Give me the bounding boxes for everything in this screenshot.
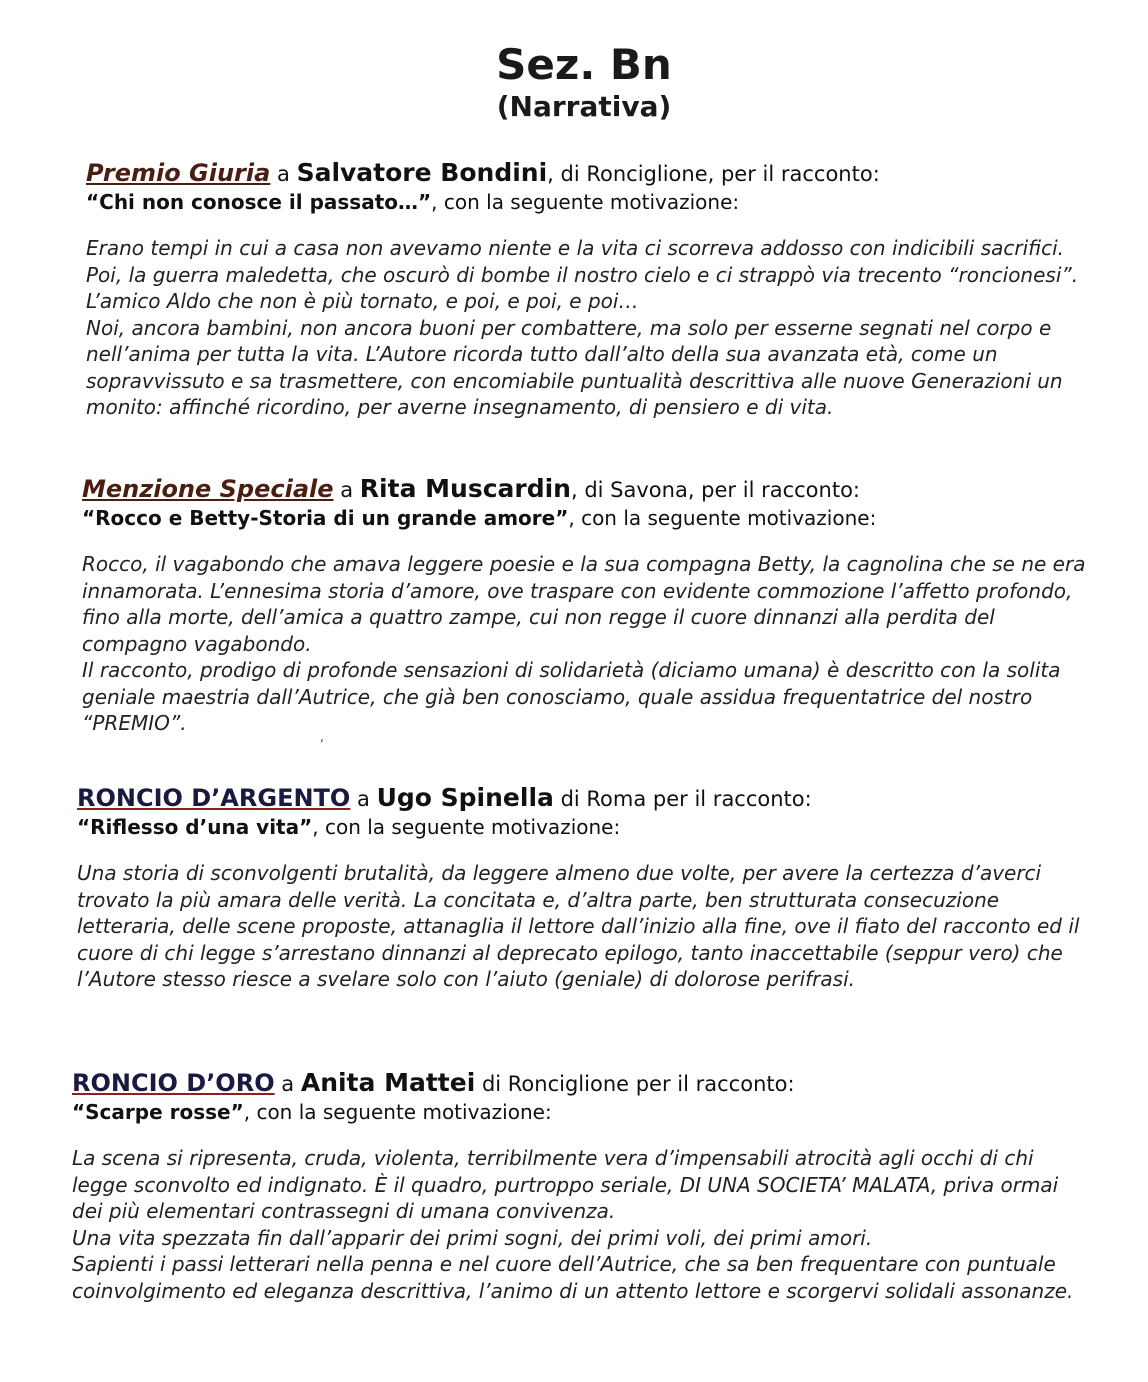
- award-connector: a: [357, 787, 370, 811]
- motivation-paragraph: Rocco, il vagabondo che amava leggere poesie e la sua compagna Betty, la cagnolina che se ne era innamorata. L’ennesima storia d’amore, ove traspare con evidente commozione l’affetto profondo, fino alla morte, dell’amica a quattro zampe, cui non regge il cuore dinnanzi alla perdita del compagno vagabondo.: [82, 552, 1086, 656]
- award-section-menzione-speciale: [82, 474, 1092, 737]
- motivation-paragraph: Noi, ancora bambini, non ancora buoni per combattere, ma solo per esserne segnati nel corpo e nell’anima per tutta la vita. L’Autore ricorda tutto dall’alto della sua avanzata età, come un sopravvissuto e sa trasmettere, con encomiabile puntualità descrittiva alle nuove Generazioni un monito: affinché ricordino, per averne insegnamento, di pensiero e di vita.: [86, 315, 1063, 419]
- section-title: Sez. Bn: [496, 40, 672, 89]
- award-heading: [77, 783, 1087, 814]
- work-suffix: , con la seguente motivazione:: [568, 506, 877, 530]
- work-suffix: , con la seguente motivazione:: [243, 1100, 552, 1124]
- award-name: Menzione Speciale: [82, 475, 334, 503]
- work-suffix: , con la seguente motivazione:: [312, 815, 621, 839]
- winner-name: Rita Muscardin: [359, 474, 571, 503]
- motivation-paragraph: Erano tempi in cui a casa non avevamo niente e la vita ci scorreva addosso con indicibili sacrifici. Poi, la guerra maledetta, che oscurò di bombe il nostro cielo e ci strappò via trecento “roncionesi”. L’amico Aldo che non è più tornato, e poi, e poi, e poi…: [86, 236, 1079, 313]
- award-heading: [72, 1068, 1082, 1099]
- motivation-paragraph: Una vita spezzata fin dall’apparir dei primi sogni, dei primi voli, dei primi amori.: [72, 1225, 873, 1250]
- work-line: [77, 814, 1087, 840]
- winner-details: di Roma per il racconto:: [553, 787, 812, 811]
- award-section-premio-giuria: [86, 158, 1096, 421]
- motivation-paragraph: Sapienti i passi letterari nella penna e nel cuore dell’Autrice, che sa ben frequentare con puntuale coinvolgimento ed eleganza descrittiva, l’animo di un attento lettore e scorgervi solidali assonanze.: [72, 1252, 1074, 1303]
- motivation-paragraph: La scena si ripresenta, cruda, violenta, terribilmente vera d’impensabili atrocità agli occhi di chi legge sconvolto ed indignato. È il quadro, purtroppo seriale, DI UNA SOCIETA’ MALATA, priva ormai dei più elementari contrassegni di umana convivenza.: [72, 1146, 1059, 1223]
- winner-details: , di Ronciglione, per il racconto:: [547, 162, 880, 186]
- award-name: RONCIO D’ARGENTO: [77, 784, 351, 812]
- winner-details: , di Savona, per il racconto:: [570, 478, 860, 502]
- award-section-roncio-oro: [72, 1068, 1082, 1304]
- award-heading: [82, 474, 1092, 505]
- section-subtitle: (Narrativa): [496, 90, 672, 123]
- motivation-text: [72, 1145, 1082, 1304]
- winner-name: Ugo Spinella: [376, 783, 554, 812]
- work-title: “Riflesso d’una vita”: [77, 815, 313, 839]
- award-heading: [86, 158, 1096, 189]
- award-connector: a: [340, 478, 354, 502]
- work-line: [72, 1099, 1082, 1125]
- work-title: “Scarpe rosse”: [72, 1100, 244, 1124]
- award-name: RONCIO D’ORO: [72, 1069, 275, 1097]
- motivation-text: [86, 235, 1096, 421]
- work-suffix: , con la seguente motivazione:: [431, 190, 740, 214]
- winner-name: Anita Mattei: [300, 1068, 476, 1097]
- winner-details: di Ronciglione per il racconto:: [475, 1072, 795, 1096]
- award-connector: a: [277, 162, 290, 186]
- award-section-roncio-argento: [77, 783, 1087, 993]
- award-connector: a: [281, 1072, 295, 1096]
- work-line: [86, 189, 1096, 215]
- motivation-text: [77, 860, 1087, 993]
- work-line: [82, 505, 1092, 531]
- motivation-paragraph: Una storia di sconvolgenti brutalità, da leggere almeno due volte, per avere la certezza d’averci trovato la più amara delle verità. La concitata e, d’altra parte, ben strutturata consecuzione letteraria, delle scene proposte, attanaglia il lettore dall’inizio alla fine, ove il fiato del racconto ed il cuore di chi legge s’arrestano dinnanzi al deprecato epilogo, tanto inaccettabile (seppur vero) che l’Autore stesso riesce a svelare solo con l’aiuto (geniale) di dolorose perifrasi.: [77, 861, 1080, 991]
- award-name: Premio Giuria: [86, 159, 271, 187]
- stray-mark: ʻ: [320, 737, 324, 751]
- winner-name: Salvatore Bondini: [296, 158, 548, 187]
- motivation-text: [82, 551, 1092, 737]
- motivation-paragraph: Il racconto, prodigo di profonde sensazioni di solidarietà (diciamo umana) è descritto con la solita geniale maestria dall’Autrice, che già ben conosciamo, quale assidua frequentatrice del nostro “PREMIO”.: [82, 658, 1061, 735]
- work-title: “Chi non conosce il passato…”: [86, 190, 432, 214]
- work-title: “Rocco e Betty-Storia di un grande amore”: [82, 506, 569, 530]
